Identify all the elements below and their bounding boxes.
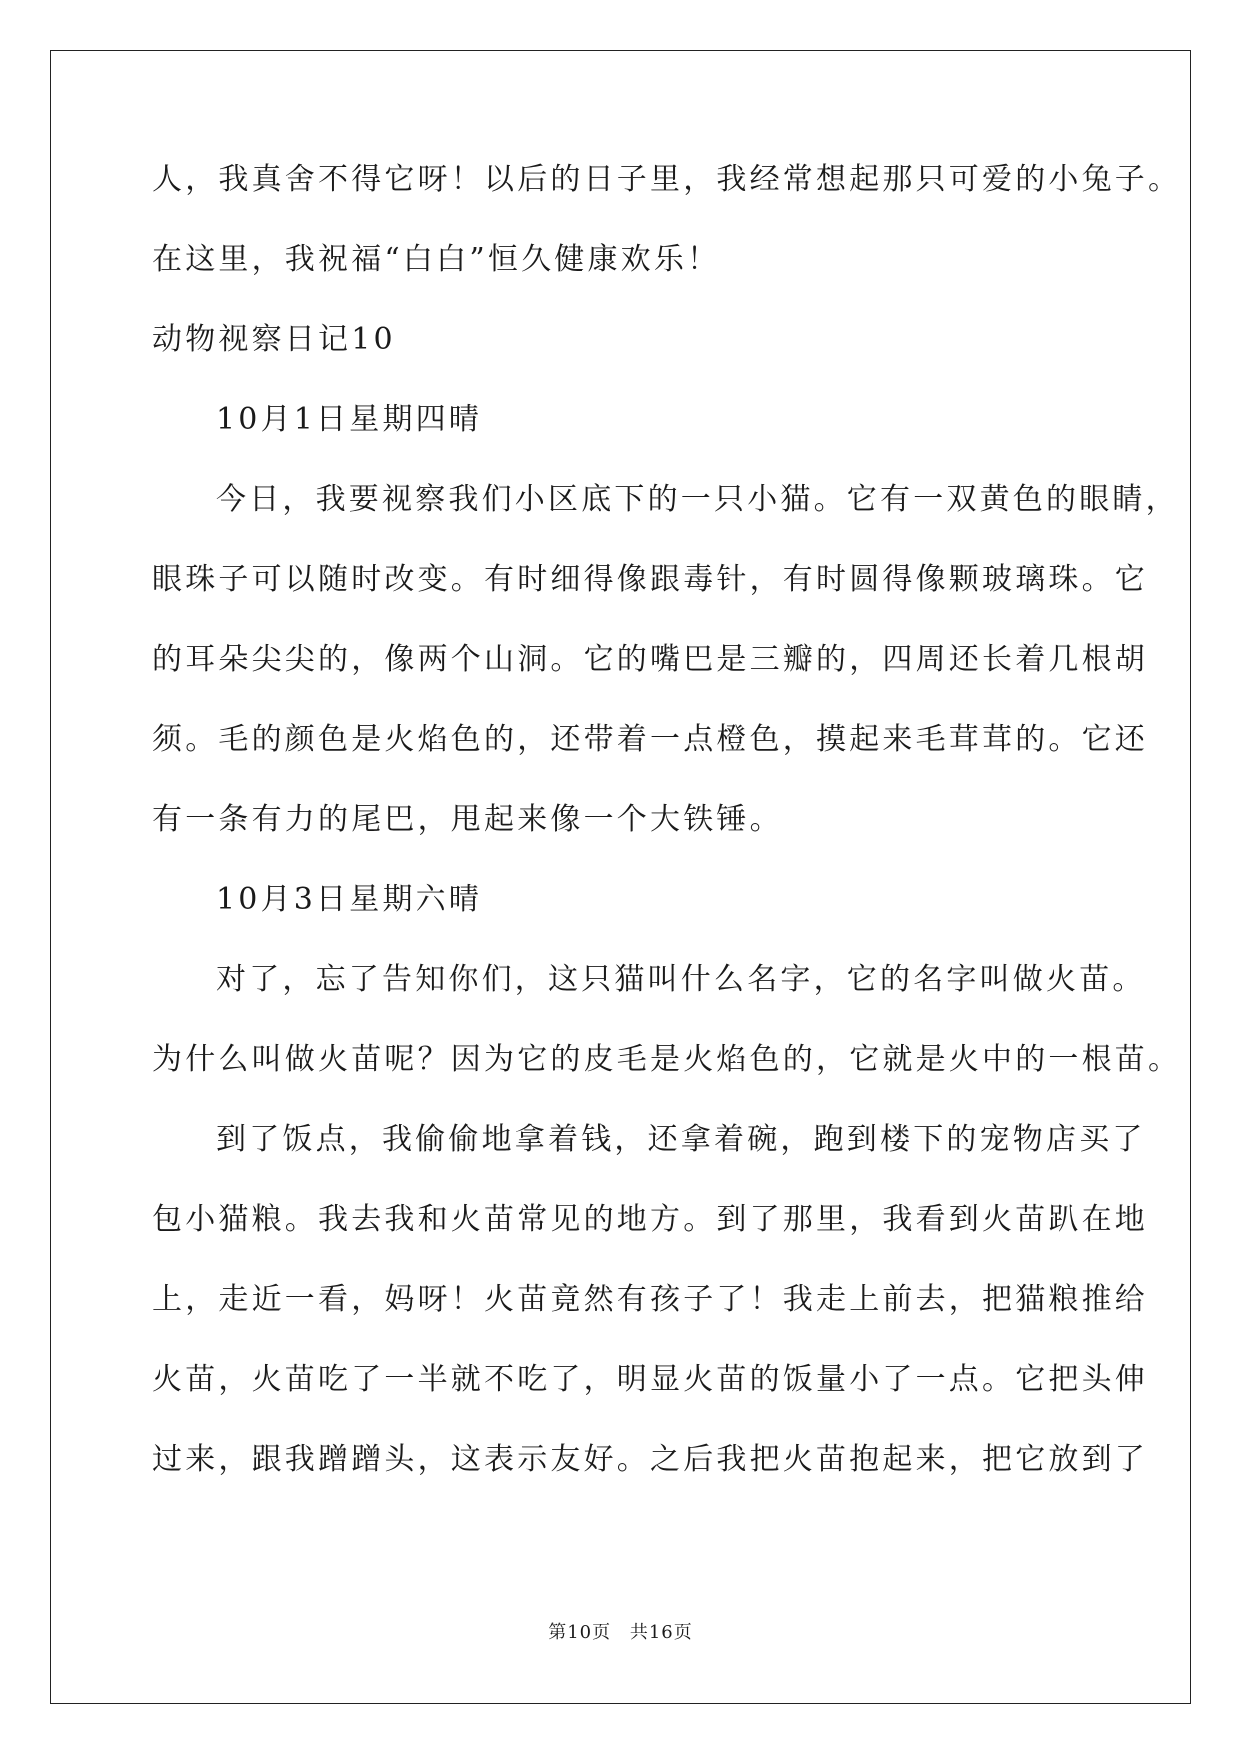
text-line: 火苗，火苗吃了一半就不吃了，明显火苗的饭量小了一点。它把头伸 <box>152 1362 1148 1397</box>
text-line: 对了，忘了告知你们，这只猫叫什么名字，它的名字叫做火苗。 <box>216 962 1146 997</box>
text-line: 须。毛的颜色是火焰色的，还带着一点橙色，摸起来毛茸茸的。它还 <box>152 722 1148 757</box>
text-line: 眼珠子可以随时改变。有时细得像跟毒针，有时圆得像颗玻璃珠。它 <box>152 562 1148 597</box>
text-line: 的耳朵尖尖的，像两个山洞。它的嘴巴是三瓣的，四周还长着几根胡 <box>152 642 1148 677</box>
text-line: 人，我真舍不得它呀！以后的日子里，我经常想起那只可爱的小兔子。 <box>152 162 1182 197</box>
section-title: 动物视察日记10 <box>152 322 396 357</box>
text-line: 为什么叫做火苗呢？因为它的皮毛是火焰色的，它就是火中的一根苗。 <box>152 1042 1182 1077</box>
page-number-current: 第10页 <box>548 1622 612 1643</box>
text-line: 过来，跟我蹭蹭头，这表示友好。之后我把火苗抱起来，把它放到了 <box>152 1442 1148 1477</box>
text-line: 今日，我要视察我们小区底下的一只小猫。它有一双黄色的眼睛， <box>216 482 1179 517</box>
text-line: 包小猫粮。我去我和火苗常见的地方。到了那里，我看到火苗趴在地 <box>152 1202 1148 1237</box>
text-line: 有一条有力的尾巴，甩起来像一个大铁锤。 <box>152 802 783 837</box>
text-line: 上，走近一看，妈呀！火苗竟然有孩子了！我走上前去，把猫粮推给 <box>152 1282 1148 1317</box>
date-heading: 10月1日星期四晴 <box>216 402 483 437</box>
text-line: 到了饭点，我偷偷地拿着钱，还拿着碗，跑到楼下的宠物店买了 <box>216 1122 1146 1157</box>
page-footer <box>0 1618 1241 1644</box>
page-number-total: 共16页 <box>629 1622 693 1643</box>
date-heading: 10月3日星期六晴 <box>216 882 483 917</box>
text-line: 在这里，我祝福“白白”恒久健康欢乐！ <box>152 242 721 277</box>
